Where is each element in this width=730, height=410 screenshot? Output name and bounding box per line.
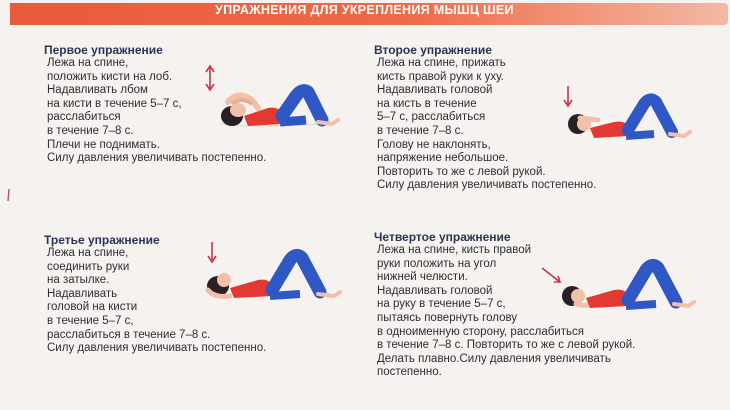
exercise-4-line: в течение 7–8 с. Повторить то же с левой рукой. [377, 339, 636, 352]
exercise-4-line: в одноименную сторону, расслабиться [377, 325, 584, 338]
exercise-1-line: Надавливать лбом [47, 84, 148, 97]
exercise-3-line: Надавливать [47, 287, 118, 300]
exercise-2-line: на кисть в течение [377, 97, 477, 110]
lying-woman-hand-on-ear-icon [558, 82, 708, 146]
exercise-2-title: Второе упражнение [374, 43, 492, 57]
exercise-4-line: постепенно. [377, 366, 442, 379]
lying-woman-hands-behind-head-icon [200, 238, 360, 310]
exercise-3-line: соединить руки [47, 260, 130, 273]
exercise-4-line: Лежа на спине, кисть правой [377, 244, 532, 256]
exercise-2-line: в течение 7–8 с. [377, 124, 464, 137]
exercise-3-line: головой на кисти [47, 301, 138, 314]
exercise-3-line: Силу давления увеличивать постепенно. [47, 342, 267, 355]
exercise-1-line: расслабиться [47, 111, 121, 124]
exercise-4-line: нижней челюсти. [377, 271, 468, 284]
exercise-4-line: Надавливать головой [377, 284, 493, 297]
margin-mark-icon [6, 188, 11, 202]
exercise-1-line: в течение 7–8 с. [47, 124, 134, 137]
exercise-2-line: Силу давления увеличивать постепенно. [377, 179, 597, 192]
exercise-1-line: Лежа на спине, [47, 57, 129, 69]
lying-woman-hand-on-jaw-icon [538, 252, 708, 322]
exercise-1-line: Плечи не поднимать. [47, 138, 160, 151]
exercise-2-line: Повторить то же с левой рукой. [377, 165, 546, 178]
exercise-3-line: в течение 5–7 с, [47, 314, 134, 327]
exercise-4-line: руки положить на угол [377, 257, 497, 270]
exercise-1-line: Силу давления увеличивать постепенно. [47, 152, 267, 165]
exercise-3-line: расслабиться в течение 7–8 с. [47, 328, 211, 341]
exercise-2-line: Лежа на спине, прижать [377, 57, 506, 69]
exercise-4-line: пытаясь повернуть голову [377, 311, 518, 324]
exercise-1-line: положить кисти на лоб. [47, 70, 173, 83]
exercise-2-line: напряжение небольшое. [377, 152, 509, 165]
exercise-4-title: Четвертое упражнение [374, 230, 511, 244]
lying-woman-hands-on-forehead-icon [198, 58, 358, 140]
page-title: УПРАЖНЕНИЯ ДЛЯ УКРЕПЛЕНИЯ МЫШЦ ШЕИ [215, 3, 514, 17]
exercise-4-line: Делать плавно.Силу давления увеличивать [377, 352, 611, 365]
exercise-2-line: кисть правой руки к уху. [377, 70, 504, 83]
exercise-4-line: на руку в течение 5–7 с, [377, 298, 506, 311]
exercise-1-line: на кисти в течение 5–7 с, [47, 97, 182, 110]
exercise-3-line: на затылке. [47, 274, 110, 287]
exercise-1-title: Первое упражнение [44, 43, 163, 57]
exercise-2-line: Надавливать головой [377, 84, 493, 97]
exercise-2-line: Голову не наклонять, [377, 138, 491, 151]
exercise-3-line: Лежа на спине, [47, 247, 129, 259]
exercise-3-title: Третье упражнение [44, 233, 160, 247]
exercise-2-line: 5–7 с, расслабиться [377, 111, 486, 124]
